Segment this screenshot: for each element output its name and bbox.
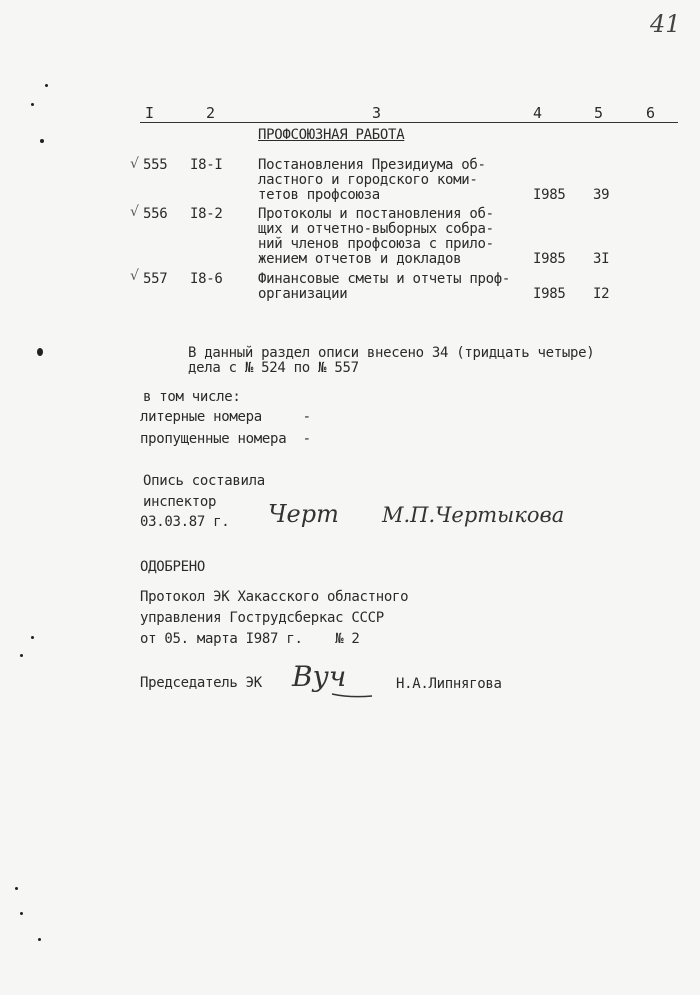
row-title-line: тетов профсоюза xyxy=(258,187,380,203)
column-header-5: 5 xyxy=(594,104,604,122)
column-header-3: 3 xyxy=(372,104,382,122)
row-number: 555 xyxy=(143,157,168,173)
inspector-signature: Черт xyxy=(268,500,339,528)
row-number: 556 xyxy=(143,206,168,222)
row-index: I8-I xyxy=(190,157,223,173)
chairman-label: Председатель ЭК xyxy=(140,675,262,691)
summary-line: В данный раздел описи внесено 34 (тридцать четыре) xyxy=(188,345,595,361)
compiled-date: 03.03.87 г. xyxy=(140,514,230,530)
row-sheets: I2 xyxy=(593,286,610,302)
inspector-label: инспектор xyxy=(143,494,217,510)
column-header-1: I xyxy=(145,104,155,122)
row-title-line: жением отчетов и докладов xyxy=(258,251,462,267)
row-sheets: 3I xyxy=(593,251,610,267)
column-header-2: 2 xyxy=(206,104,216,122)
chairman-name: Н.А.Липнягова xyxy=(396,676,502,692)
scan-speck xyxy=(45,84,48,87)
row-index: I8-2 xyxy=(190,206,223,222)
section-title: ПРОФСОЮЗНАЯ РАБОТА xyxy=(258,127,405,143)
check-mark: √ xyxy=(130,156,139,172)
including-label: в том числе: xyxy=(143,389,241,405)
signature-stroke xyxy=(330,680,375,700)
letter-numbers-line: литерные номера - xyxy=(140,409,311,425)
row-number: 557 xyxy=(143,271,168,287)
row-title-line: организации xyxy=(258,286,348,302)
chairman-signature: Вуч xyxy=(292,660,347,693)
row-sheets: 39 xyxy=(593,187,610,203)
row-title-line: щих и отчетно-выборных собра- xyxy=(258,221,494,237)
missing-numbers-line: пропущенные номера - xyxy=(140,431,311,447)
approved-label: ОДОБРЕНО xyxy=(140,559,206,575)
summary-line: дела с № 524 по № 557 xyxy=(188,360,359,376)
column-header-4: 4 xyxy=(533,104,543,122)
approved-line: от 05. марта I987 г. № 2 xyxy=(140,631,360,647)
scan-speck xyxy=(37,348,43,356)
inspector-handwritten-name: М.П.Чертыкова xyxy=(382,503,565,527)
scan-speck xyxy=(31,636,34,639)
check-mark: √ xyxy=(130,204,139,220)
row-index: I8-6 xyxy=(190,271,223,287)
scan-speck xyxy=(15,887,18,890)
row-title-line: Протоколы и постановления об- xyxy=(258,206,494,222)
column-header-6: 6 xyxy=(646,104,656,122)
row-title-line: Финансовые сметы и отчеты проф- xyxy=(258,271,510,287)
header-rule xyxy=(140,122,678,123)
row-title-line: ластного и городского коми- xyxy=(258,172,478,188)
scan-speck xyxy=(31,103,34,106)
row-year: I985 xyxy=(533,286,566,302)
approved-line: управления Гострудсберкас СССР xyxy=(140,610,384,626)
row-title-line: ний членов профсоюза с прило- xyxy=(258,236,494,252)
check-mark: √ xyxy=(130,268,139,284)
scan-speck xyxy=(38,938,41,941)
compiled-label: Опись составила xyxy=(143,473,265,489)
scan-speck xyxy=(20,654,23,657)
row-year: I985 xyxy=(533,251,566,267)
row-title-line: Постановления Президиума об- xyxy=(258,157,486,173)
page-number: 41 xyxy=(650,10,681,38)
row-year: I985 xyxy=(533,187,566,203)
scan-speck xyxy=(40,139,44,143)
scan-speck xyxy=(20,912,23,915)
approved-line: Протокол ЭК Хакасского областного xyxy=(140,589,409,605)
